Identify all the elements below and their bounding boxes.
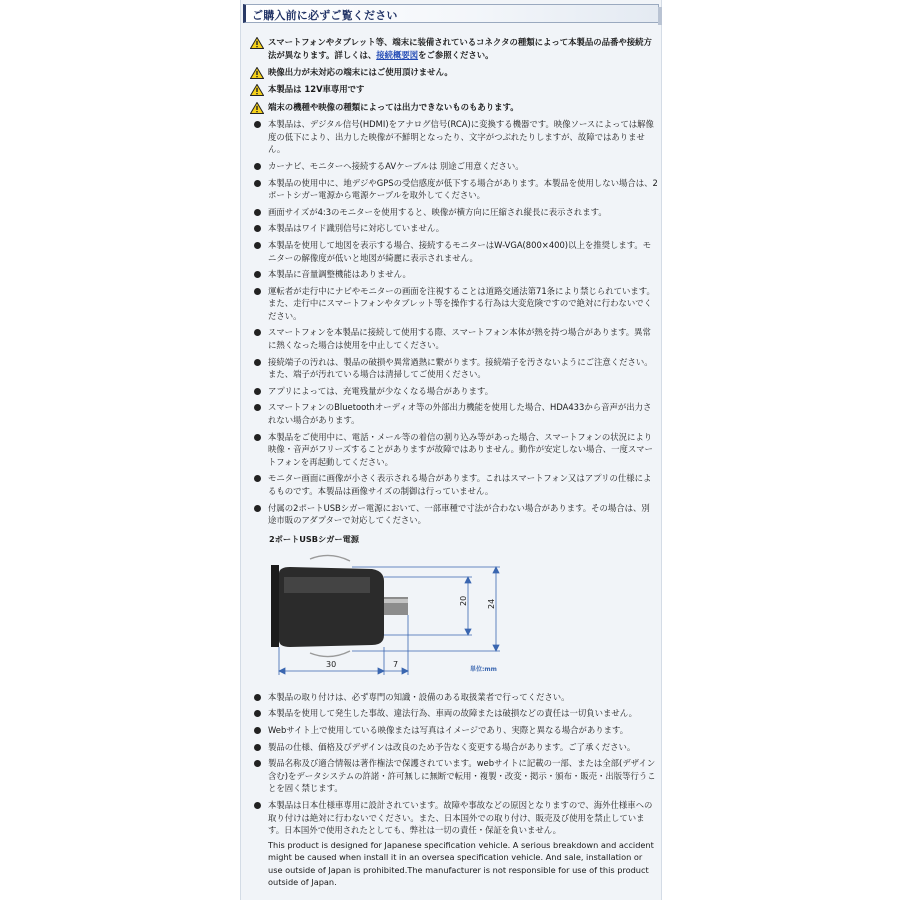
note-text: 製品の仕様、価格及びデザインは改良のため予告なく変更する場合があります。ご了承ください。 (268, 741, 636, 752)
bullet-icon (254, 404, 261, 411)
note-item (250, 431, 658, 469)
warning-icon (250, 102, 264, 114)
note-item (250, 401, 658, 426)
warning-item (250, 83, 658, 96)
bullet-icon (254, 760, 261, 767)
bullet-icon (254, 727, 261, 734)
section-header (243, 4, 659, 23)
charger-body (271, 555, 408, 656)
bullet-icon (254, 242, 261, 249)
bullet-icon (254, 225, 261, 232)
warning-text: 端末の機種や映像の種類によっては出力できないものもあります。 (268, 101, 519, 112)
note-text: モニター画面に画像が小さく表示される場合があります。これはスマートフォン又はアプリの仕様によるものです。本製品は画像サイズの制御は行っていません。 (268, 473, 652, 496)
note-item (250, 326, 658, 351)
bullet-icon (254, 475, 261, 482)
note-item (250, 741, 658, 754)
usb-charger-figure (250, 533, 658, 689)
note-item (250, 239, 658, 264)
warning-item (250, 36, 658, 61)
warning-icon (250, 84, 264, 96)
bullet-icon (254, 329, 261, 336)
warning-text: スマートフォンやタブレット等、端末に装備されているコネクタの種類によって本製品の品番や接続方法が異なります。詳しくは、接続概要図をご参照ください。 (268, 37, 652, 60)
bullet-icon (254, 163, 261, 170)
warning-icon (250, 67, 264, 79)
warning-text: 本製品は 12V車専用です (268, 84, 365, 95)
note-item (250, 206, 658, 219)
dimension-label-7: 7 (393, 659, 399, 669)
note-item (250, 160, 658, 173)
note-item (250, 268, 658, 281)
bullet-icon (254, 121, 261, 128)
connection-diagram-link[interactable]: 接続概要図 (376, 49, 419, 60)
dimension-label-30: 30 (326, 659, 337, 669)
note-text: 接続端子の汚れは、製品の破損や異常過熱に繋がります。接続端子を汚さないようにご注意ください。また、端子が汚れている場合は清掃してご使用ください。 (268, 356, 653, 380)
note-item (250, 177, 658, 202)
bullet-icon (254, 288, 261, 295)
note-text: カーナビ、モニターへ接続するAVケーブルは 別途ご用意ください。 (268, 160, 524, 171)
note-item (250, 502, 658, 527)
note-text: 本製品は、デジタル信号(HDMI)をアナログ信号(RCA)に変換する機器です。映像ソースによっては解像度の低下により、出力した映像が不鮮明となったり、文字がつぶれたりしますが、故障ではありません。 (268, 119, 654, 155)
note-text: 画面サイズが4:3のモニターを使用すると、映像が横方向に圧縮され縦長に表示されます。 (268, 206, 607, 217)
dimension-label-24: 24 (487, 598, 496, 609)
note-text: 本製品の使用中に、地デジやGPSの受信感度が低下する場合があります。本製品を使用しない場合は、2ポートシガー電源から電源ケーブルを取外してください。 (268, 177, 658, 201)
bullet-icon (254, 744, 261, 751)
dimension-label-20: 20 (459, 595, 468, 606)
note-text: 付属の2ポートUSBシガー電源において、一部車種で寸法が合わない場合があります。その場合は、別途市販のアダプターで対応してください。 (268, 502, 650, 526)
note-text: 本製品を使用して発生した事故、違法行為、車両の故障または破損などの責任は一切負いません。 (268, 708, 638, 719)
bullet-icon (254, 710, 261, 717)
note-item (250, 222, 658, 235)
note-text: 本製品の取り付けは、必ず専門の知識・設備のある取扱業者で行ってください。 (268, 691, 570, 702)
note-item (250, 285, 658, 323)
warning-icon (250, 37, 264, 49)
note-item (250, 707, 658, 720)
english-disclaimer: This product is designed for Japanese specification vehicle. A serious breakdown and accident might be caused when install it in an oversea specification vehicle. And sale, installation or use outside of Japan is prohibited.The manufacturer is not responsible for use of this product outside of Japan. (268, 839, 654, 887)
bullet-icon (254, 694, 261, 701)
note-item (250, 691, 658, 704)
note-item (250, 724, 658, 737)
warning-text: 映像出力が未対応の端末にはご使用頂けません。 (268, 66, 453, 77)
bullet-icon (254, 271, 261, 278)
bullet-icon (254, 802, 261, 809)
header-shadow (658, 7, 662, 25)
warning-item (250, 66, 658, 79)
note-item (250, 385, 658, 398)
page-title: ご購入前に必ずご覧ください (252, 9, 398, 22)
note-text: 本製品を使用して地図を表示する場合、接続するモニターはW-VGA(800×400)以上を推奨します。モニターの解像度が低いと地図が綺麗に表示されません。 (268, 239, 652, 263)
note-item (250, 472, 658, 497)
note-text: 本製品はワイド識別信号に対応していません。 (268, 223, 445, 234)
note-item (250, 356, 658, 381)
bullet-icon (254, 434, 261, 441)
figure-caption: 2ポートUSBシガー電源 (269, 533, 359, 544)
bullet-icon (254, 359, 261, 366)
unit-label: 単位:mm (470, 665, 497, 673)
note-text: 運転者が走行中にナビやモニターの画面を注視することは道路交通法第71条により禁じられています。また、走行中にスマートフォンやタブレット等を操作する行為は大変危険ですので絶対に行わないでください。 (268, 285, 655, 321)
dimension-drawing (250, 547, 658, 687)
note-text: 製品名称及び適合情報は著作権法で保護されています。webサイトに記載の一部、または全部(デザイン含む)をデータシステムの許諾・許可無しに無断で転用・複製・改変・掲示・頒布・販売・出版等行うことを固く禁じます。 (268, 758, 656, 794)
note-item (250, 118, 658, 156)
note-text: 本製品に音量調整機能はありません。 (268, 269, 411, 280)
note-text: Webサイト上で使用している映像または写真はイメージであり、実際と異なる場合があります。 (268, 724, 629, 735)
bullet-icon (254, 180, 261, 187)
note-text: アプリによっては、充電残量が少なくなる場合があります。 (268, 385, 494, 396)
note-text: 本製品をご使用中に、電話・メール等の着信の割り込み等があった場合、スマートフォンの状況により映像・音声がフリーズすることがありますが故障ではありません。動作が安定しない場合、一度スマートフォンを再起動してください。 (268, 431, 653, 467)
notice-list (250, 36, 658, 888)
bullet-icon (254, 505, 261, 512)
note-text: スマートフォンを本製品に接続して使用する際、スマートフォン本体が熱を持つ場合があります。異常に熱くなった場合は使用を中止してください。 (268, 327, 651, 351)
warning-item (250, 101, 658, 114)
bullet-icon (254, 209, 261, 216)
note-item (250, 757, 658, 795)
bullet-icon (254, 388, 261, 395)
note-text: スマートフォンのBluetoothオーディオ等の外部出力機能を使用した場合、HDA433から音声が出力されない場合があります。 (268, 402, 652, 426)
note-text: 本製品は日本仕様車専用に設計されています。故障や事故などの原因となりますので、海外仕様車への取り付けは絶対に行わないでください。また、日本国外での取り付け、販売及び使用を禁止しています。日本国外で使用されたとしても、弊社は一切の責任・保証を負いません。 (268, 799, 653, 836)
note-item (250, 799, 658, 837)
